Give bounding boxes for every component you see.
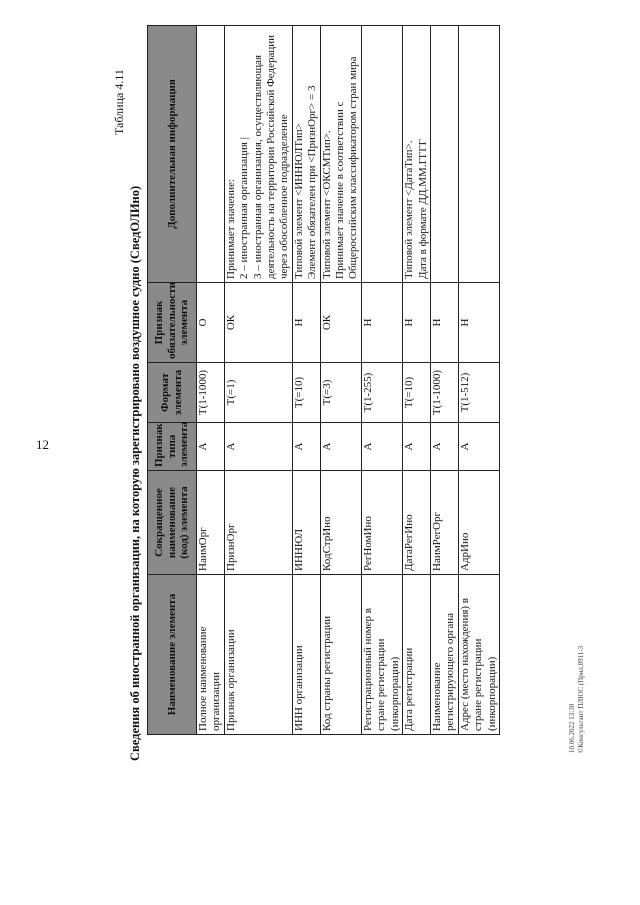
info-line: 3 – иностранная организация, осуществляющая деятельность на территории Российской Федерации через обособленное подразделение	[251, 34, 291, 279]
table-row	[197, 26, 225, 735]
cell-code: ПризнОрг	[224, 471, 292, 575]
cell-type: А	[403, 423, 431, 471]
footer-line-2: ©Консультант ПЛЮС (Прил.8911-3	[577, 645, 586, 753]
cell-info	[403, 26, 431, 283]
footer-note	[568, 646, 586, 753]
elements-table	[147, 25, 500, 735]
table-row	[320, 26, 361, 735]
cell-name: Дата регистрации	[403, 575, 431, 735]
header-name: Наименование элемента	[148, 575, 197, 735]
cell-info	[320, 26, 361, 283]
cell-info	[224, 26, 292, 283]
cell-type: А	[430, 423, 458, 471]
table-row	[292, 26, 320, 735]
cell-format: T(1-512)	[458, 363, 499, 423]
cell-info	[430, 26, 458, 283]
cell-name: Наименование регистрирующего органа	[430, 575, 458, 735]
table-row	[458, 26, 499, 735]
cell-name: ИНН организации	[292, 575, 320, 735]
cell-format: T(=10)	[292, 363, 320, 423]
cell-type: А	[458, 423, 499, 471]
cell-code: ИННЮЛ	[292, 471, 320, 575]
cell-type: А	[320, 423, 361, 471]
cell-required: Н	[458, 283, 499, 363]
cell-format: T(1-255)	[361, 363, 402, 423]
cell-type: А	[224, 423, 292, 471]
cell-code: НаимОрг	[197, 471, 225, 575]
cell-name: Регистрационный номер в стране регистрации (инкорпорации)	[361, 575, 402, 735]
cell-code: АдрИно	[458, 471, 499, 575]
cell-format: T(=3)	[320, 363, 361, 423]
header-type: Признак типа элемента	[148, 423, 197, 471]
footer-line-1: 10.06.2022 13:30	[568, 703, 576, 753]
cell-required: Н	[361, 283, 402, 363]
cell-name: Адрес (место нахождения) в стране регистрации (инкорпорации)	[458, 575, 499, 735]
cell-format: T(1-1000)	[197, 363, 225, 423]
cell-info	[458, 26, 499, 283]
cell-format: T(=10)	[403, 363, 431, 423]
info-line: Типовой элемент <ОКСМТип>.	[320, 130, 333, 279]
cell-name: Код страны регистрации	[320, 575, 361, 735]
info-line: Элемент обязателен при <ПризнОрг> = 3	[306, 85, 319, 279]
table-title: Сведения об иностранной организации, на которую зарегистрировано воздушное судно (СведОЛИно)	[128, 185, 142, 761]
header-row	[148, 26, 197, 735]
info-line: Типовой элемент <ДатаТип>.	[403, 140, 416, 279]
cell-type: А	[292, 423, 320, 471]
cell-format: T(=1)	[224, 363, 292, 423]
cell-code: РегНомИно	[361, 471, 402, 575]
cell-required: Н	[292, 283, 320, 363]
cell-info	[361, 26, 402, 283]
header-format: Формат элемента	[148, 363, 197, 423]
table-row	[361, 26, 402, 735]
cell-required: ОК	[320, 283, 361, 363]
info-line: Типовой элемент <ИННЮЛТип>	[292, 123, 305, 279]
table-row	[224, 26, 292, 735]
table-body	[197, 26, 500, 735]
info-line: Дата в формате ДД.ММ.ГГГГ	[416, 138, 429, 279]
cell-code: ДатаРегИно	[403, 471, 431, 575]
info-line: Принимает значение в соответствии с Общероссийским классификатором стран мира	[334, 56, 360, 279]
cell-info	[292, 26, 320, 283]
header-required: Признак обязательности элемента	[148, 283, 197, 363]
header-code: Сокращенное наименование (код) элемента	[148, 471, 197, 575]
header-info: Дополнительная информация	[148, 26, 197, 283]
cell-code: КодСтрИно	[320, 471, 361, 575]
info-line: Принимает значение:	[224, 178, 237, 279]
info-line: 2 – иностранная организация |	[238, 137, 251, 279]
cell-type: А	[361, 423, 402, 471]
cell-required: ОК	[224, 283, 292, 363]
cell-format: T(1-1000)	[430, 363, 458, 423]
cell-required: Н	[430, 283, 458, 363]
cell-required: О	[197, 283, 225, 363]
table-row	[403, 26, 431, 735]
table-label: Таблица 4.11	[112, 69, 126, 135]
table-row	[430, 26, 458, 735]
cell-type: А	[197, 423, 225, 471]
cell-name: Признак организации	[224, 575, 292, 735]
page-number: 12	[36, 437, 49, 452]
cell-required: Н	[403, 283, 431, 363]
cell-name: Полное наименование организации	[197, 575, 225, 735]
cell-code: НаимРегОрг	[430, 471, 458, 575]
cell-info	[197, 26, 225, 283]
